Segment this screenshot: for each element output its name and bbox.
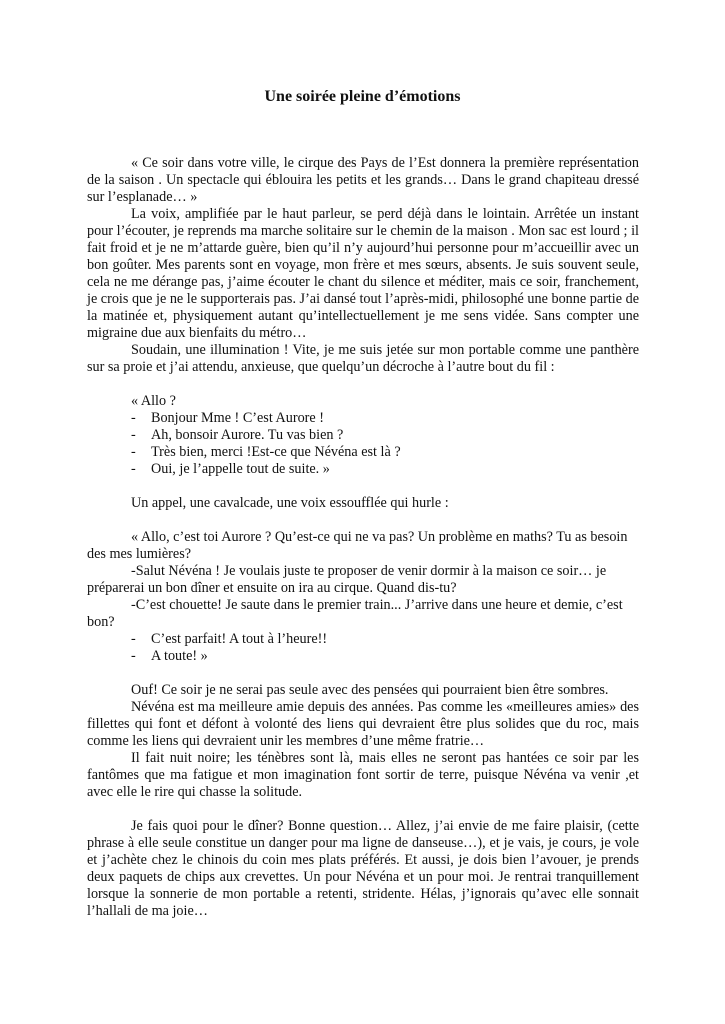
spacer <box>87 512 639 529</box>
paragraph-relief: Ouf! Ce soir je ne serai pas seule avec des pensées qui pourraient bien être sombres. <box>131 682 609 698</box>
dialog-line: - Bonjour Mme ! C’est Aurore ! <box>131 410 324 426</box>
paragraph-phone-call: Soudain, une illumination ! Vite, je me suis jetée sur mon portable comme une panthère sur sa proie et j’ai attendu, anxieuse, que quelqu’un décroche à l’autre bout du fil : <box>87 342 639 375</box>
dialog-opening: « Allo ? <box>131 393 176 409</box>
dialog-paragraph: -Salut Névéna ! Je voulais juste te proposer de venir dormir à la maison ce soir… je préparerai un bon dîner et ensuite on ira au cirque. Quand dis-tu? <box>87 563 607 596</box>
paragraph-announcement: « Ce soir dans votre ville, le cirque des Pays de l’Est donnera la première représentation de la saison . Un spectacle qui éblouira les petits et les grands… Dans le grand chapiteau dressé sur l’esplanade… » <box>87 155 639 205</box>
dialog-line: - Oui, je l’appelle tout de suite. » <box>131 461 330 477</box>
paragraph-cavalcade: Un appel, une cavalcade, une voix essoufflée qui hurle : <box>131 495 449 511</box>
story-body <box>87 155 639 920</box>
spacer <box>87 376 639 393</box>
spacer <box>87 478 639 495</box>
paragraph-best-friend: Névéna est ma meilleure amie depuis des années. Pas comme les «meilleures amies» des fillettes qui font et défont à volonté des liens qui devraient être plus solides que du roc, mais comme les liens qui devraient unir les membres d’une même fratrie… <box>87 699 639 749</box>
paragraph-dinner: Je fais quoi pour le dîner? Bonne question… Allez, j’ai envie de me faire plaisir, (cette phrase à elle seule constitue un danger pour ma ligne de danseuse…), et je vais, je cours, je vole et j’achète chez le chinois du coin mes plats préférés. Et aussi, je dois bien l’avouer, je prends deux paquets de chips aux crevettes. Un pour Névéna et un pour moi. Je rentrai tranquillement lorsque la sonnerie de mon portable a retenti, stridente. Hélas, j’ignorais qu’avec elle sonnait l’hallali de ma joie… <box>87 818 639 919</box>
spacer <box>87 801 639 818</box>
dialog-line: - C’est parfait! A tout à l’heure!! <box>131 631 328 647</box>
page-title: Une soirée pleine d’émotions <box>264 88 461 105</box>
paragraph-walk-home: La voix, amplifiée par le haut parleur, se perd déjà dans le lointain. Arrêtée un instant pour l’écouter, je reprends ma marche solitaire sur le chemin de la maison . Mon sac est lourd ; il fait froid et je ne m’attarde guère, bien qu’il n’y aujourd’hui personne pour m’accueillir avec un bon goûter. Mes parents sont en voyage, mon frère et mes sœurs, absents. Je suis souvent seule, cela ne me dérange pas, j’aime écouter le chant du silence et méditer, mais ce soir, franchement, je crois que je ne le supporterais pas. J’ai dansé tout l’après-midi, philosophé une bonne partie de la matinée et, physiquement autant qu’intellectuellement je me sens vidée. Sans compter une migraine due aux bienfaits du métro… <box>87 206 639 341</box>
dialog-line: - Ah, bonsoir Aurore. Tu vas bien ? <box>131 427 344 443</box>
paragraph-night: Il fait nuit noire; les ténèbres sont là, mais elles ne seront pas hantées ce soir par les fantômes que ma fatigue et mon imagination font sortir de terre, puisque Névéna va venir ,et avec elle le rire qui chasse la solitude. <box>87 750 639 800</box>
dialog-line: - A toute! » <box>131 648 208 664</box>
spacer <box>87 665 639 682</box>
dialog-paragraph: -C’est chouette! Je saute dans le premier train... J’arrive dans une heure et demie, c’est bon? <box>87 597 623 630</box>
dialog-line: - Très bien, merci !Est-ce que Névéna est là ? <box>131 444 401 460</box>
dialog-paragraph: « Allo, c’est toi Aurore ? Qu’est-ce qui ne va pas? Un problème en maths? Tu as besoin des mes lumières? <box>87 529 628 562</box>
